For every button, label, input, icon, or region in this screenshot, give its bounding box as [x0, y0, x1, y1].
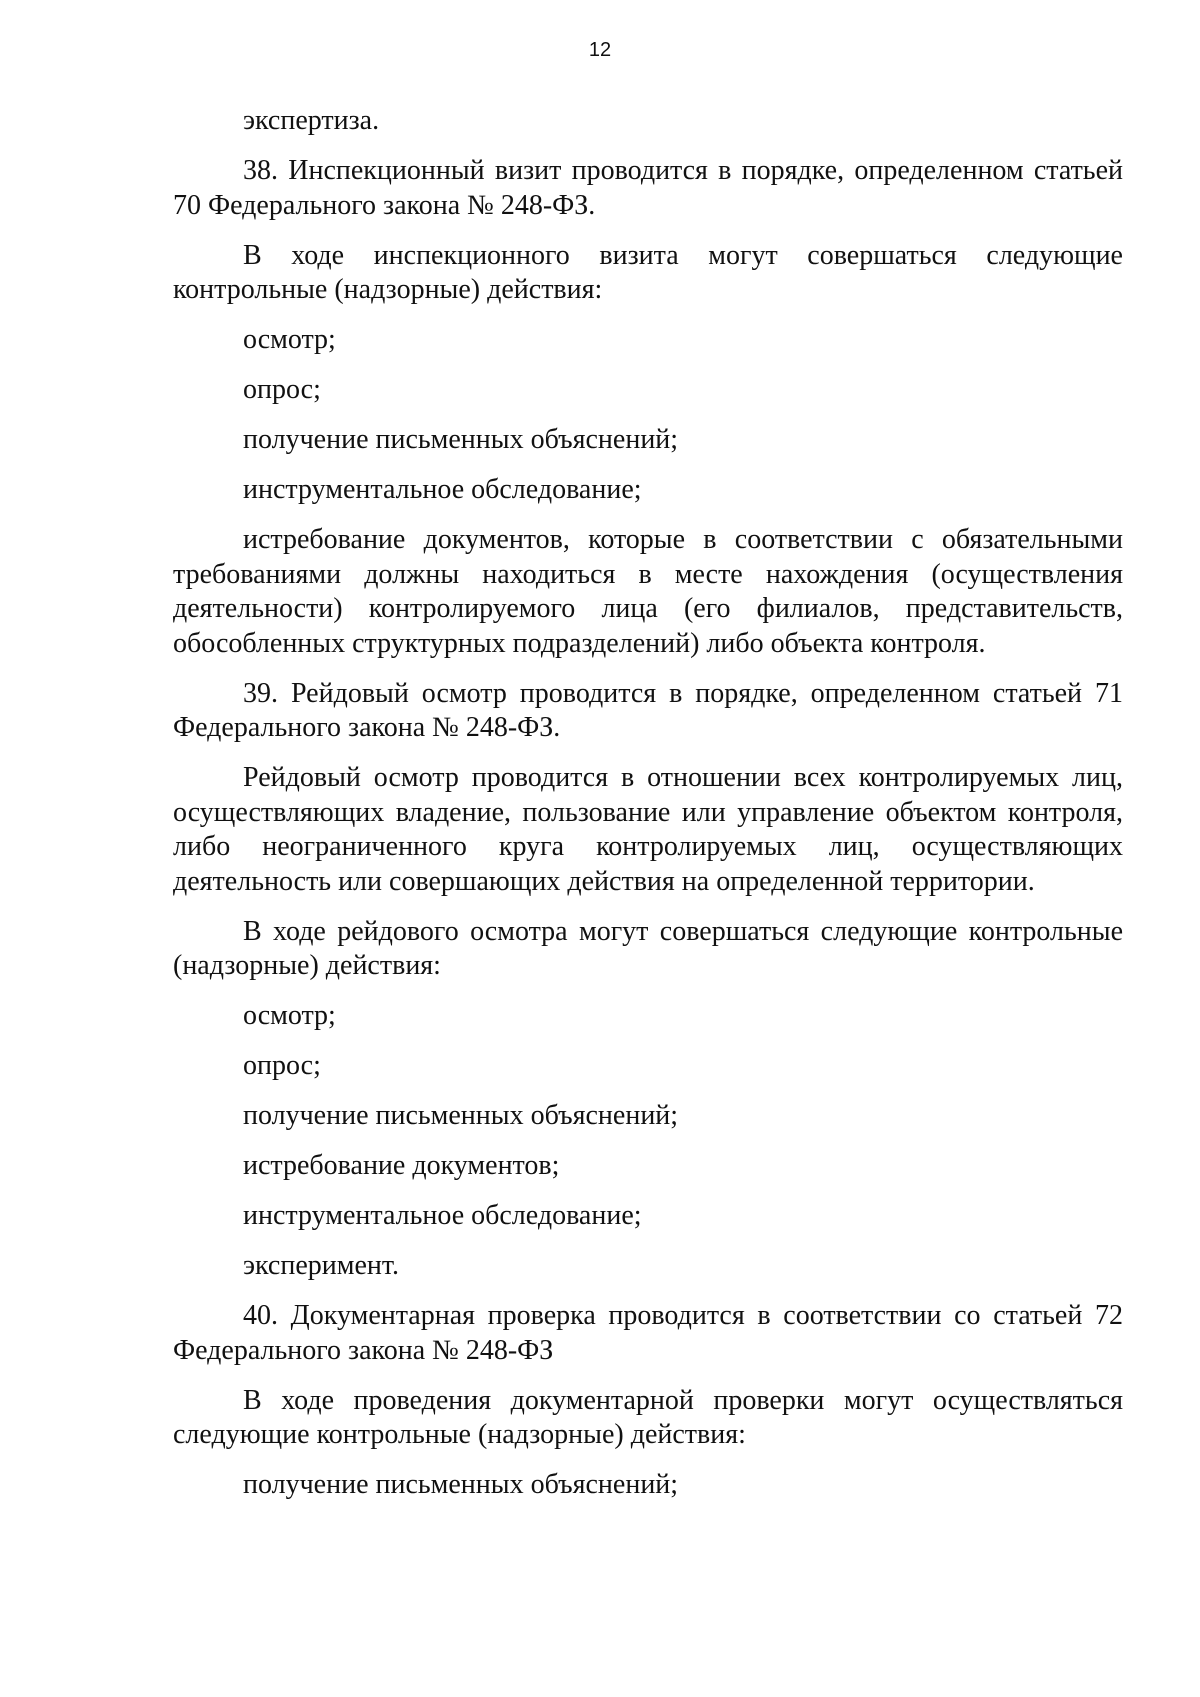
paragraph: экспертиза. — [243, 105, 380, 136]
paragraph: 38. Инспекционный визит проводится в порядке, определенном статьей 70 Федерального закона № 248-ФЗ. — [173, 155, 1123, 221]
list-item: истребование документов, которые в соответствии с обязательными требованиями должны находиться в месте нахождения (осуществления деятельности) контролируемого лица (его филиалов, представительств, обособленных структурных подразделений) либо объекта контроля. — [173, 524, 1123, 659]
list-item: инструментальное обследование; — [243, 474, 642, 505]
paragraph: В ходе проведения документарной проверки могут осуществляться следующие контрольные (надзорные) действия: — [173, 1384, 1123, 1450]
list-item: получение письменных объяснений; — [243, 424, 679, 455]
paragraph: Рейдовый осмотр проводится в отношении всех контролируемых лиц, осуществляющих владение, пользование или управление объектом контроля, либо неограниченного круга контролируемых лиц, осуществляющих деятельность или совершающих действия на определенной территории. — [173, 762, 1123, 897]
list-item: опрос; — [243, 374, 321, 405]
list-item: опрос; — [243, 1050, 321, 1081]
paragraph: 39. Рейдовый осмотр проводится в порядке, определенном статьей 71 Федерального закона № 248-ФЗ. — [173, 677, 1123, 743]
list-item: осмотр; — [243, 1000, 336, 1031]
paragraph: 40. Документарная проверка проводится в соответствии со статьей 72 Федерального закона № 248-ФЗ — [173, 1300, 1123, 1366]
paragraph: В ходе рейдового осмотра могут совершаться следующие контрольные (надзорные) действия: — [173, 915, 1123, 981]
list-item: осмотр; — [243, 324, 336, 355]
list-item: истребование документов; — [243, 1150, 560, 1181]
document-body — [173, 104, 1123, 1518]
list-item: инструментальное обследование; — [243, 1200, 642, 1231]
page-number: 12 — [588, 39, 612, 61]
paragraph: В ходе инспекционного визита могут совершаться следующие контрольные (надзорные) действия: — [173, 239, 1123, 305]
list-item: получение письменных объяснений; — [243, 1469, 679, 1500]
list-item: эксперимент. — [243, 1250, 400, 1281]
list-item: получение письменных объяснений; — [243, 1100, 679, 1131]
